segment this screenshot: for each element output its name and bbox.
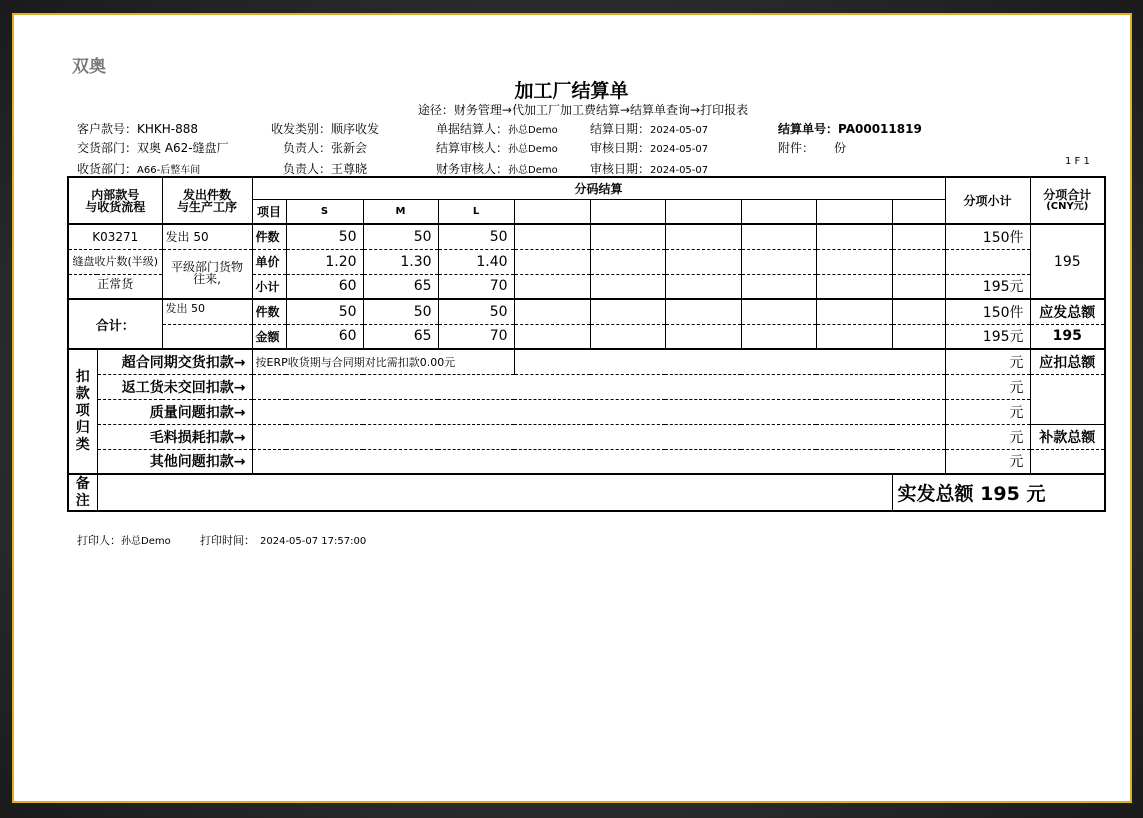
sum-amt-l: 70 — [438, 324, 514, 349]
deduction-label-3: 毛料损耗扣款→ — [97, 424, 252, 449]
price-l: 1.40 — [438, 249, 514, 274]
size-s: S — [286, 199, 363, 224]
deduction-note-2 — [252, 399, 945, 424]
page-indicator: 1 F 1 — [1065, 156, 1090, 167]
sum-amt-s: 60 — [286, 324, 363, 349]
size-m: M — [363, 199, 438, 224]
col-subtotal: 分项小计 — [945, 177, 1030, 224]
out-qty: 发出 50 — [162, 224, 252, 249]
sum-label: 合计： — [68, 299, 162, 349]
deduction-amount-2: 元 — [945, 399, 1030, 424]
col-size-settle: 分码结算 — [252, 177, 945, 199]
settle-no: 结算单号：PA00011819 — [778, 122, 922, 136]
navigation-route: 途径：财务管理→代加工厂加工费结算→结算单查询→打印报表 — [417, 103, 749, 117]
review-date-2: 审核日期：2024-05-07 — [590, 162, 709, 176]
col-inner-no: 内部款号 与收货流程 — [68, 177, 162, 224]
report-title: 加工厂结算单 — [514, 80, 629, 102]
col-total: 分项合计 (CNY元) — [1030, 177, 1105, 224]
deduction-amount-1: 元 — [945, 374, 1030, 399]
sum-amt-label: 金额 — [252, 324, 286, 349]
sum-out-qty: 发出 50 — [162, 299, 252, 324]
flow-1: 缝盘收片数(半级) — [68, 249, 162, 274]
deduct-total-label: 应扣总额 — [1030, 349, 1105, 374]
settler: 单据结算人：孙总Demo — [436, 122, 558, 136]
sum-qty-l: 50 — [438, 299, 514, 324]
deduction-label-4: 其他问题扣款→ — [97, 449, 252, 474]
printer: 打印人：孙总Demo — [77, 534, 171, 547]
col-item: 项目 — [252, 199, 286, 224]
deduction-amount-4: 元 — [945, 449, 1030, 474]
sum-qty-subtotal: 150件 — [945, 299, 1030, 324]
sub-subtotal: 195元 — [945, 274, 1030, 299]
settle-date: 结算日期：2024-05-07 — [590, 122, 709, 136]
deduction-amount-0: 元 — [945, 349, 1030, 374]
sum-qty-s: 50 — [286, 299, 363, 324]
row-qty-label: 件数 — [252, 224, 286, 249]
attachment: 附件： 份 — [778, 141, 847, 155]
sub-m: 65 — [363, 274, 438, 299]
sub-l: 70 — [438, 274, 514, 299]
owner-2: 负责人：王尊晓 — [283, 162, 368, 176]
review-date-1: 审核日期：2024-05-07 — [590, 141, 709, 155]
row-price-label: 单价 — [252, 249, 286, 274]
supplement-total-label: 补款总额 — [1030, 424, 1105, 449]
deduction-note-0: 按ERP收货期与合同期对比需扣款0.00元 — [252, 349, 514, 374]
qty-m: 50 — [363, 224, 438, 249]
item-total: 195 — [1030, 224, 1105, 299]
io-type: 收发类别：顺序收发 — [271, 122, 380, 136]
finance-reviewer: 财务审核人：孙总Demo — [436, 162, 558, 176]
deduction-label-0: 超合同期交货扣款→ — [97, 349, 252, 374]
qty-subtotal: 150件 — [945, 224, 1030, 249]
actual-total: 实发总额 195 元 — [892, 474, 1105, 511]
size-l: L — [438, 199, 514, 224]
qty-l: 50 — [438, 224, 514, 249]
process: 平级部门货物往来, — [162, 249, 252, 299]
settlement-table — [67, 176, 1106, 512]
customer-no: 客户款号：KHKH-888 — [77, 122, 199, 136]
price-m: 1.30 — [363, 249, 438, 274]
company-logo: 双奥 — [72, 57, 106, 77]
deduct-category: 扣款项归类 — [68, 349, 97, 474]
qty-s: 50 — [286, 224, 363, 249]
sum-qty-label: 件数 — [252, 299, 286, 324]
deduction-note-3 — [252, 424, 945, 449]
deduction-note-1 — [252, 374, 945, 399]
payable-label: 应发总额 — [1030, 299, 1105, 324]
deduction-label-1: 返工货未交回扣款→ — [97, 374, 252, 399]
row-sub-label: 小计 — [252, 274, 286, 299]
item-code: K03271 — [68, 224, 162, 249]
price-s: 1.20 — [286, 249, 363, 274]
delivery-dept: 交货部门：双奥 A62-缝盘厂 — [77, 141, 229, 155]
print-time: 打印时间： 2024-05-07 17:57:00 — [200, 534, 367, 547]
owner-1: 负责人：张新会 — [283, 141, 368, 155]
remark-label: 备注 — [68, 474, 97, 511]
supplement-total-value — [1030, 449, 1105, 474]
deduction-label-2: 质量问题扣款→ — [97, 399, 252, 424]
remark-content — [97, 474, 892, 511]
sum-amt-subtotal: 195元 — [945, 324, 1030, 349]
payable-value: 195 — [1030, 324, 1105, 349]
sum-qty-m: 50 — [363, 299, 438, 324]
sum-amt-m: 65 — [363, 324, 438, 349]
settle-reviewer: 结算审核人：孙总Demo — [436, 141, 558, 155]
deduction-amount-3: 元 — [945, 424, 1030, 449]
sub-s: 60 — [286, 274, 363, 299]
deduct-total-value — [1030, 374, 1105, 424]
deduction-note-4 — [252, 449, 945, 474]
receive-dept: 收货部门：A66-后整车间 — [77, 162, 201, 176]
size-empty — [514, 199, 590, 224]
flow-2: 正常货 — [68, 274, 162, 299]
col-out-qty: 发出件数 与生产工序 — [162, 177, 252, 224]
